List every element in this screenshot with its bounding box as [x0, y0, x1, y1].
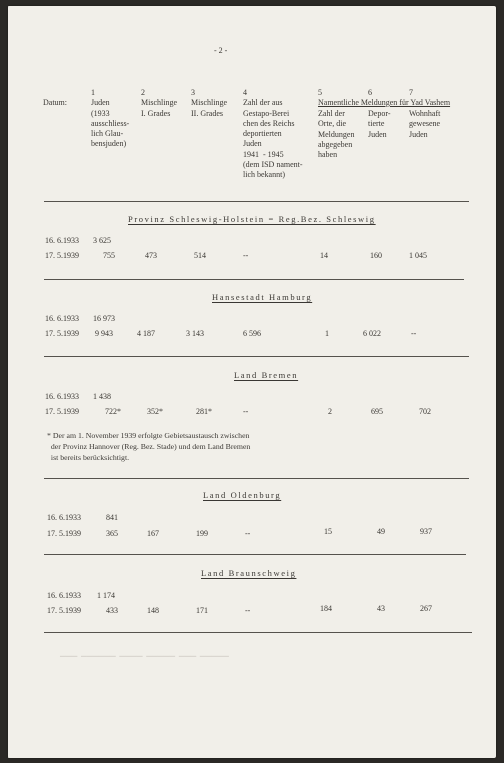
row-value: 755 — [103, 251, 115, 260]
row-value: 352* — [147, 407, 163, 416]
row-value: 937 — [420, 527, 432, 536]
row-value: 433 — [106, 606, 118, 615]
row-value: 3 143 — [186, 329, 204, 338]
row-value: 473 — [145, 251, 157, 260]
row-value: 365 — [106, 529, 118, 538]
header-col5-number: 5 — [318, 88, 322, 97]
row-value: 16 973 — [93, 314, 115, 323]
row-value: 702 — [419, 407, 431, 416]
header-col4: 4 Zahl der aus Gestapo-Berei chen des Reichs deportierten Juden 1941 - 1945 (dem ISD nament- lich bekannt) — [243, 88, 303, 180]
section-title: Provinz Schleswig-Holstein = Reg.Bez. Schleswig — [128, 214, 376, 224]
section-divider — [44, 279, 464, 280]
row-value: 1 — [325, 329, 329, 338]
row-date: 17. 5.1939 — [45, 329, 79, 338]
section-title: Hansestadt Hamburg — [212, 292, 313, 302]
row-value: 3 625 — [93, 236, 111, 245]
row-date: 16. 6.1933 — [45, 392, 79, 401]
section-title: Land Braunschweig — [201, 568, 297, 578]
header-datum: Datum: — [43, 98, 67, 107]
row-value: 184 — [320, 604, 332, 613]
row-value: 1 045 — [409, 251, 427, 260]
row-value: 171 — [196, 606, 208, 615]
section-title: Land Bremen — [234, 370, 299, 380]
header-col2: 2 Mischlinge I. Grades — [141, 88, 177, 118]
row-value: 514 — [194, 251, 206, 260]
row-value: 160 — [370, 251, 382, 260]
row-value: 199 — [196, 529, 208, 538]
row-value: -- — [245, 529, 251, 538]
row-value: 841 — [106, 513, 118, 522]
row-value: 43 — [377, 604, 385, 613]
section-divider — [44, 201, 469, 202]
row-value: 6 022 — [363, 329, 381, 338]
row-value: -- — [411, 329, 417, 338]
row-value: -- — [243, 251, 249, 260]
section-title: Land Oldenburg — [203, 490, 282, 500]
row-value: 167 — [147, 529, 159, 538]
section-divider — [44, 356, 469, 357]
bleed-through-artifact: ▁▁▁ ▁▁▁▁▁▁ ▁▁▁▁ ▁▁▁▁▁ ▁▁▁ ▁▁▁▁▁ — [60, 648, 229, 657]
row-value: 1 438 — [93, 392, 111, 401]
row-value: 15 — [324, 527, 332, 536]
row-value: 49 — [377, 527, 385, 536]
row-value: 6 596 — [243, 329, 261, 338]
header-col6: Depor- tierte Juden — [368, 109, 391, 139]
section-divider — [44, 554, 466, 555]
header-col7: Wohnhaft gewesene Juden — [409, 109, 441, 139]
row-value: 722* — [105, 407, 121, 416]
section-divider — [44, 478, 469, 479]
row-date: 17. 5.1939 — [47, 529, 81, 538]
row-date: 16. 6.1933 — [45, 314, 79, 323]
row-value: 695 — [371, 407, 383, 416]
footnote: * Der am 1. November 1939 erfolgte Gebietsaustausch zwischen der Provinz Hannover (Reg. Bez. Stade) und dem Land Bremen ist bereits berücksichtigt. — [47, 431, 251, 462]
row-value: -- — [243, 407, 249, 416]
header-col5: Zahl der Orte, die Meldungen abgegeben haben — [318, 109, 355, 160]
header-col6-number: 6 — [368, 88, 372, 97]
row-value: 14 — [320, 251, 328, 260]
row-value: 281* — [196, 407, 212, 416]
row-date: 17. 5.1939 — [47, 606, 81, 615]
header-col3: 3 Mischlinge II. Grades — [191, 88, 227, 118]
header-group-label: Namentliche Meldungen für Yad Vashem — [318, 98, 451, 107]
page-number: - 2 - — [214, 46, 228, 55]
row-value: 9 943 — [95, 329, 113, 338]
row-value: 1 174 — [97, 591, 115, 600]
header-col7-number: 7 — [409, 88, 413, 97]
row-date: 17. 5.1939 — [45, 251, 79, 260]
row-value: 2 — [328, 407, 332, 416]
row-date: 16. 6.1933 — [47, 513, 81, 522]
row-value: 267 — [420, 604, 432, 613]
row-date: 16. 6.1933 — [47, 591, 81, 600]
header-col1: 1 Juden (1933 ausschliess- lich Glau- bensjuden) — [91, 88, 130, 149]
row-value: 148 — [147, 606, 159, 615]
section-divider — [44, 632, 472, 633]
row-value: 4 187 — [137, 329, 155, 338]
row-date: 16. 6.1933 — [45, 236, 79, 245]
row-value: -- — [245, 606, 251, 615]
row-date: 17. 5.1939 — [45, 407, 79, 416]
